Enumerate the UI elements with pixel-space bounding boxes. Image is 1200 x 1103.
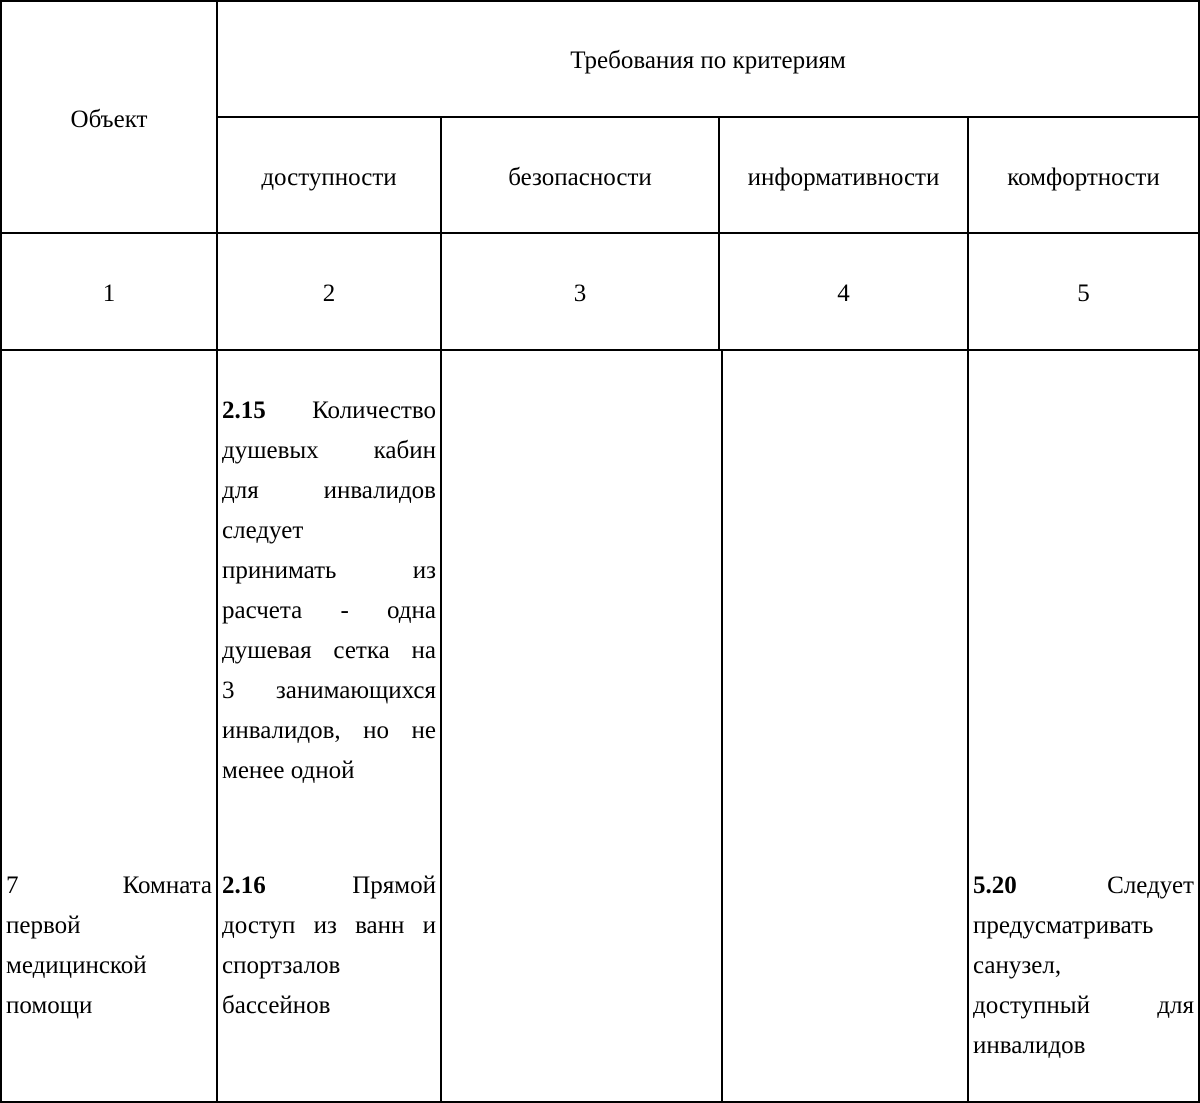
text-line: предусматривать xyxy=(973,912,1154,939)
word: душевая xyxy=(222,637,312,664)
column-divider-2 xyxy=(440,116,442,1103)
header-criterion-accessibility: доступности xyxy=(261,164,397,191)
header-requirements: Требования по критериям xyxy=(570,47,846,74)
text-line xyxy=(222,711,436,751)
word: инвалидов xyxy=(323,477,436,504)
object-line: помощи xyxy=(6,992,93,1019)
object-first-line xyxy=(6,866,212,906)
text-line: следует xyxy=(222,517,304,544)
word: для xyxy=(1157,992,1194,1019)
column-number-5: 5 xyxy=(1077,280,1090,307)
word: и xyxy=(422,912,436,939)
word: доступ xyxy=(222,912,296,939)
word: Прямой xyxy=(352,872,436,899)
text-line xyxy=(222,671,436,711)
text-line xyxy=(222,551,436,591)
header-object: Объект xyxy=(70,106,148,133)
word: но xyxy=(363,717,390,744)
word: 3 xyxy=(222,677,235,704)
word: инвалидов, xyxy=(222,717,341,744)
column-divider-4 xyxy=(967,116,969,1103)
word: принимать xyxy=(222,557,337,584)
column-number-1: 1 xyxy=(102,280,116,307)
text-line xyxy=(222,431,436,471)
header-divider-criteria xyxy=(0,232,1200,234)
word: Количество xyxy=(312,397,436,424)
text-line xyxy=(222,591,436,631)
text-line xyxy=(222,391,436,431)
requirement-2-16 xyxy=(222,866,436,1026)
requirement-number: 5.20 xyxy=(973,872,1017,899)
column-number-3: 3 xyxy=(573,280,587,307)
header-criterion-safety: безопасности xyxy=(508,164,652,191)
word: кабин xyxy=(373,437,436,464)
text-line: санузел, xyxy=(973,952,1062,979)
header-divider-requirements xyxy=(216,116,1200,118)
header-criterion-comfort: комфортности xyxy=(1007,164,1160,191)
column-divider-3a xyxy=(718,116,720,350)
word: ванн xyxy=(355,912,405,939)
column-divider-3b xyxy=(721,350,723,1103)
word: душевых xyxy=(222,437,319,464)
object-line: медицинской xyxy=(6,952,147,979)
text-line xyxy=(222,471,436,511)
word: доступный xyxy=(973,992,1090,1019)
requirement-number: 2.15 xyxy=(222,397,266,424)
text-line: менее одной xyxy=(222,757,355,784)
text-line xyxy=(222,906,436,946)
word: Следует xyxy=(1107,872,1194,899)
text-line xyxy=(973,986,1194,1026)
column-number-4: 4 xyxy=(837,280,850,307)
text-line: спортзалов xyxy=(222,952,341,979)
text-line: бассейнов xyxy=(222,992,331,1019)
word: не xyxy=(411,717,436,744)
text-line: инвалидов xyxy=(973,1032,1086,1059)
column-number-2: 2 xyxy=(322,280,336,307)
text-line xyxy=(222,866,436,906)
word: на xyxy=(411,637,436,664)
text-line xyxy=(222,631,436,671)
object-word-room: Комната xyxy=(122,872,212,899)
requirement-number: 2.16 xyxy=(222,872,266,899)
word: сетка xyxy=(333,637,390,664)
object-cell xyxy=(6,866,212,1026)
header-criterion-informativeness: информативности xyxy=(747,164,940,191)
object-line: первой xyxy=(6,912,81,939)
object-number: 7 xyxy=(6,872,19,899)
text-line xyxy=(973,866,1194,906)
requirement-5-20 xyxy=(973,866,1194,1066)
word: расчета xyxy=(222,597,303,624)
header-divider-numbers xyxy=(0,349,1200,351)
word: одна xyxy=(387,597,436,624)
word: занимающихся xyxy=(275,677,436,704)
word: - xyxy=(340,597,349,624)
word: для xyxy=(222,477,259,504)
word: из xyxy=(313,912,337,939)
requirement-2-15 xyxy=(222,391,436,791)
table-border-top xyxy=(0,0,1200,2)
table-border-left xyxy=(0,0,2,1103)
word: из xyxy=(412,557,436,584)
